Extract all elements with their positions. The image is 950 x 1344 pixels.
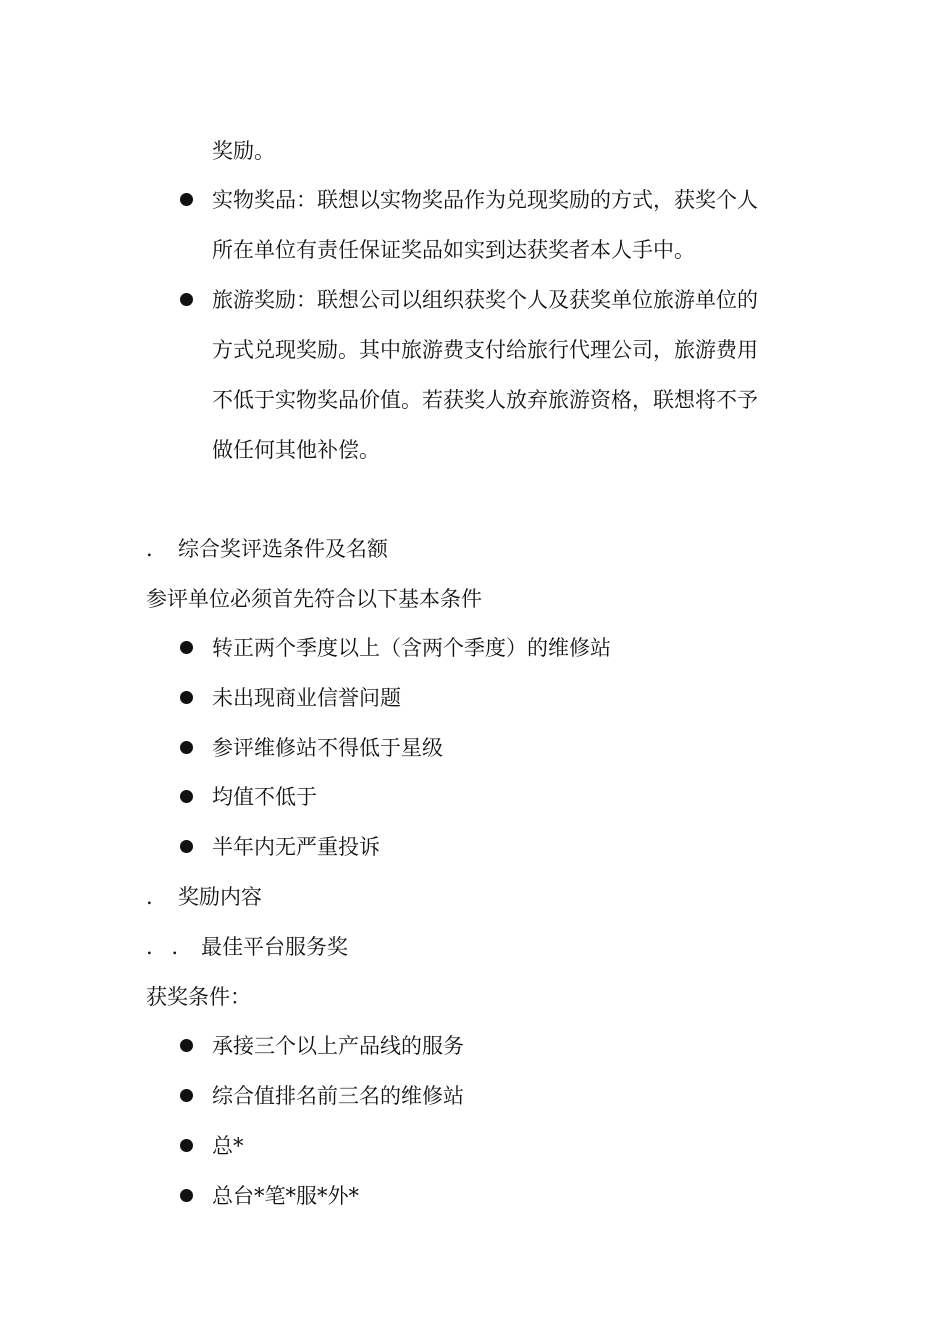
bullet-icon — [180, 641, 193, 654]
subsection-number: . . — [146, 935, 185, 959]
award-condition-item: 综合值排名前三名的维修站 — [212, 1084, 464, 1108]
condition-item: 均值不低于 — [212, 785, 317, 809]
condition-item: 半年内无严重投诉 — [212, 835, 380, 859]
section-number: . — [146, 885, 153, 909]
bullet-icon — [180, 1189, 193, 1202]
bullet-icon — [180, 691, 193, 704]
continued-text: 奖励。 — [212, 139, 275, 163]
condition-item: 未出现商业信誉问题 — [212, 686, 401, 710]
bullet-icon — [180, 1089, 193, 1102]
section-heading: 奖励内容 — [178, 885, 262, 909]
prize-item-line: 做任何其他补偿。 — [212, 438, 380, 462]
prize-item-line: 所在单位有责任保证奖品如实到达获奖者本人手中。 — [212, 238, 695, 262]
bullet-icon — [180, 790, 193, 803]
section-number: . — [146, 537, 153, 561]
award-condition-item: 总台*笔*服*外* — [212, 1184, 359, 1208]
conditions-label: 获奖条件： — [146, 985, 251, 1009]
subsection-heading: 最佳平台服务奖 — [201, 935, 348, 959]
bullet-icon — [180, 840, 193, 853]
prize-item-line: 不低于实物奖品价值。若获奖人放弃旅游资格，联想将不予 — [212, 388, 758, 412]
section-heading: 综合奖评选条件及名额 — [178, 537, 388, 561]
bullet-icon — [180, 293, 193, 306]
section-intro: 参评单位必须首先符合以下基本条件 — [146, 587, 482, 611]
prize-item-line: 实物奖品：联想以实物奖品作为兑现奖励的方式，获奖个人 — [212, 188, 758, 212]
condition-item: 参评维修站不得低于星级 — [212, 736, 443, 760]
award-condition-item: 总* — [212, 1134, 244, 1158]
bullet-icon — [180, 1139, 193, 1152]
award-condition-item: 承接三个以上产品线的服务 — [212, 1034, 464, 1058]
condition-item: 转正两个季度以上（含两个季度）的维修站 — [212, 636, 611, 660]
prize-item-line: 方式兑现奖励。其中旅游费支付给旅行代理公司，旅游费用 — [212, 338, 758, 362]
prize-item-line: 旅游奖励：联想公司以组织获奖个人及获奖单位旅游单位的 — [212, 288, 758, 312]
bullet-icon — [180, 193, 193, 206]
bullet-icon — [180, 1039, 193, 1052]
bullet-icon — [180, 741, 193, 754]
